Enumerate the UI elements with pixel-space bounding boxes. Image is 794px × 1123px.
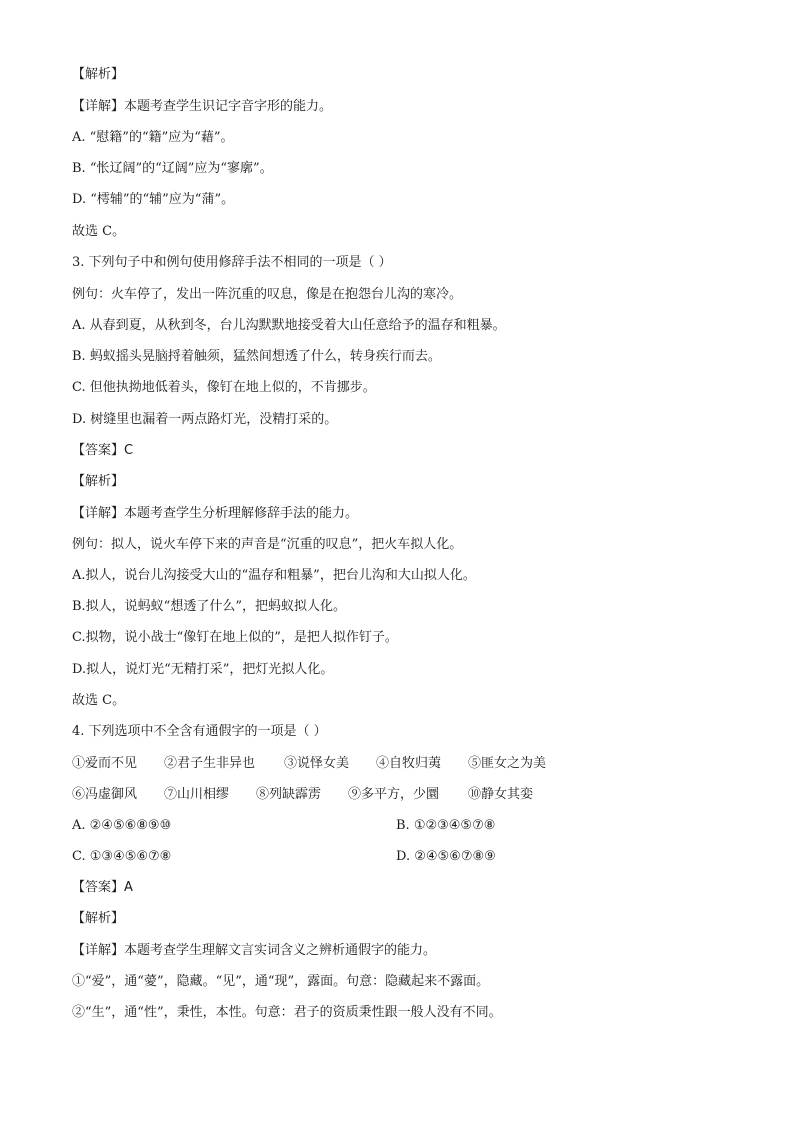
question-3-option-d: D. 树缝里也漏着一两点路灯光，没精打采的。	[72, 412, 338, 427]
question-3-answer: 【答案】C	[72, 443, 134, 458]
question-3-explain-b: B.拟人，说蚂蚁“想透了什么”，把蚂蚁拟人化。	[72, 599, 346, 614]
choose-1: 故选 C。	[72, 224, 126, 239]
q4-item-3: ③说怿女美	[284, 756, 350, 771]
question-4-option-d: D. ②④⑤⑥⑦⑧⑨	[396, 849, 496, 864]
question-3-explain-d: D.拟人，说灯光“无精打采”，把灯光拟人化。	[72, 662, 334, 677]
analysis-label-4: 【解析】	[72, 911, 125, 926]
choose-3: 故选 C。	[72, 693, 126, 708]
question-3-stem: 3. 下列句子中和例句使用修辞手法不相同的一项是（ ）	[72, 255, 392, 270]
analysis-label-3: 【解析】	[72, 474, 125, 489]
detail-1-b: B. “怅辽阔”的“辽阔”应为“寥廓”。	[72, 161, 273, 176]
q4-item-1: ①爱而不见	[72, 756, 138, 771]
question-4-option-b: B. ①②③④⑤⑦⑧	[396, 818, 496, 833]
question-3-detail: 【详解】本题考查学生分析理解修辞手法的能力。	[72, 506, 359, 521]
question-4-option-c: C. ①③④⑤⑥⑦⑧	[72, 849, 172, 864]
q4-item-6: ⑥冯虚御风	[72, 787, 138, 802]
question-3-explain-example: 例句：拟人，说火车停下来的声音是“沉重的叹息”，把火车拟人化。	[72, 537, 463, 552]
q4-item-2: ②君子生非异也	[164, 756, 256, 771]
q4-item-10: ⑩静女其娈	[468, 787, 534, 802]
question-4-option-a: A. ②④⑤⑥⑧⑨⑩	[72, 818, 172, 833]
question-4-answer: 【答案】A	[72, 880, 133, 895]
question-3-option-b: B. 蚂蚁摇头晃脑捋着触须，猛然间想透了什么，转身疾行而去。	[72, 349, 441, 364]
question-4-explain-2: ②“生”，通“性”，秉性，本性。句意：君子的资质秉性跟一般人没有不同。	[72, 1005, 502, 1020]
detail-1-d: D. “樗辅”的“辅”应为“蒲”。	[72, 192, 235, 207]
question-3-option-a: A. 从春到夏，从秋到冬，台儿沟默默地接受着大山任意给予的温存和粗暴。	[72, 318, 506, 333]
question-4-stem: 4. 下列选项中不全含有通假字的一项是（ ）	[72, 724, 327, 739]
detail-1-a: A. “慰籍”的“籍”应为“藉”。	[72, 130, 234, 145]
question-4-detail: 【详解】本题考查学生理解文言实词含义之辨析通假字的能力。	[72, 943, 437, 958]
q4-item-5: ⑤匪女之为美	[468, 756, 547, 771]
q4-item-9: ⑨多平方，少圜	[348, 787, 440, 802]
question-3-explain-c: C.拟物，说小战士“像钉在地上似的”，是把人拟作钉子。	[72, 630, 398, 645]
question-4-explain-1: ①“爱”，通“薆”，隐藏。“见”，通“现”，露面。句意：隐藏起来不露面。	[72, 974, 490, 989]
question-3-example: 例句：火车停了，发出一阵沉重的叹息，像是在抱怨台儿沟的寒冷。	[72, 287, 463, 302]
analysis-label-1: 【解析】	[72, 67, 125, 82]
q4-item-4: ④自牧归荑	[376, 756, 442, 771]
q4-item-7: ⑦山川相缪	[164, 787, 230, 802]
q4-item-8: ⑧列缺霹雳	[256, 787, 322, 802]
question-3-option-c: C. 但他执拗地低着头，像钉在地上似的，不肯挪步。	[72, 380, 376, 395]
detail-1: 【详解】本题考查学生识记字音字形的能力。	[72, 99, 333, 114]
question-3-explain-a: A.拟人，说台儿沟接受大山的“温存和粗暴”，把台儿沟和大山拟人化。	[72, 568, 476, 583]
